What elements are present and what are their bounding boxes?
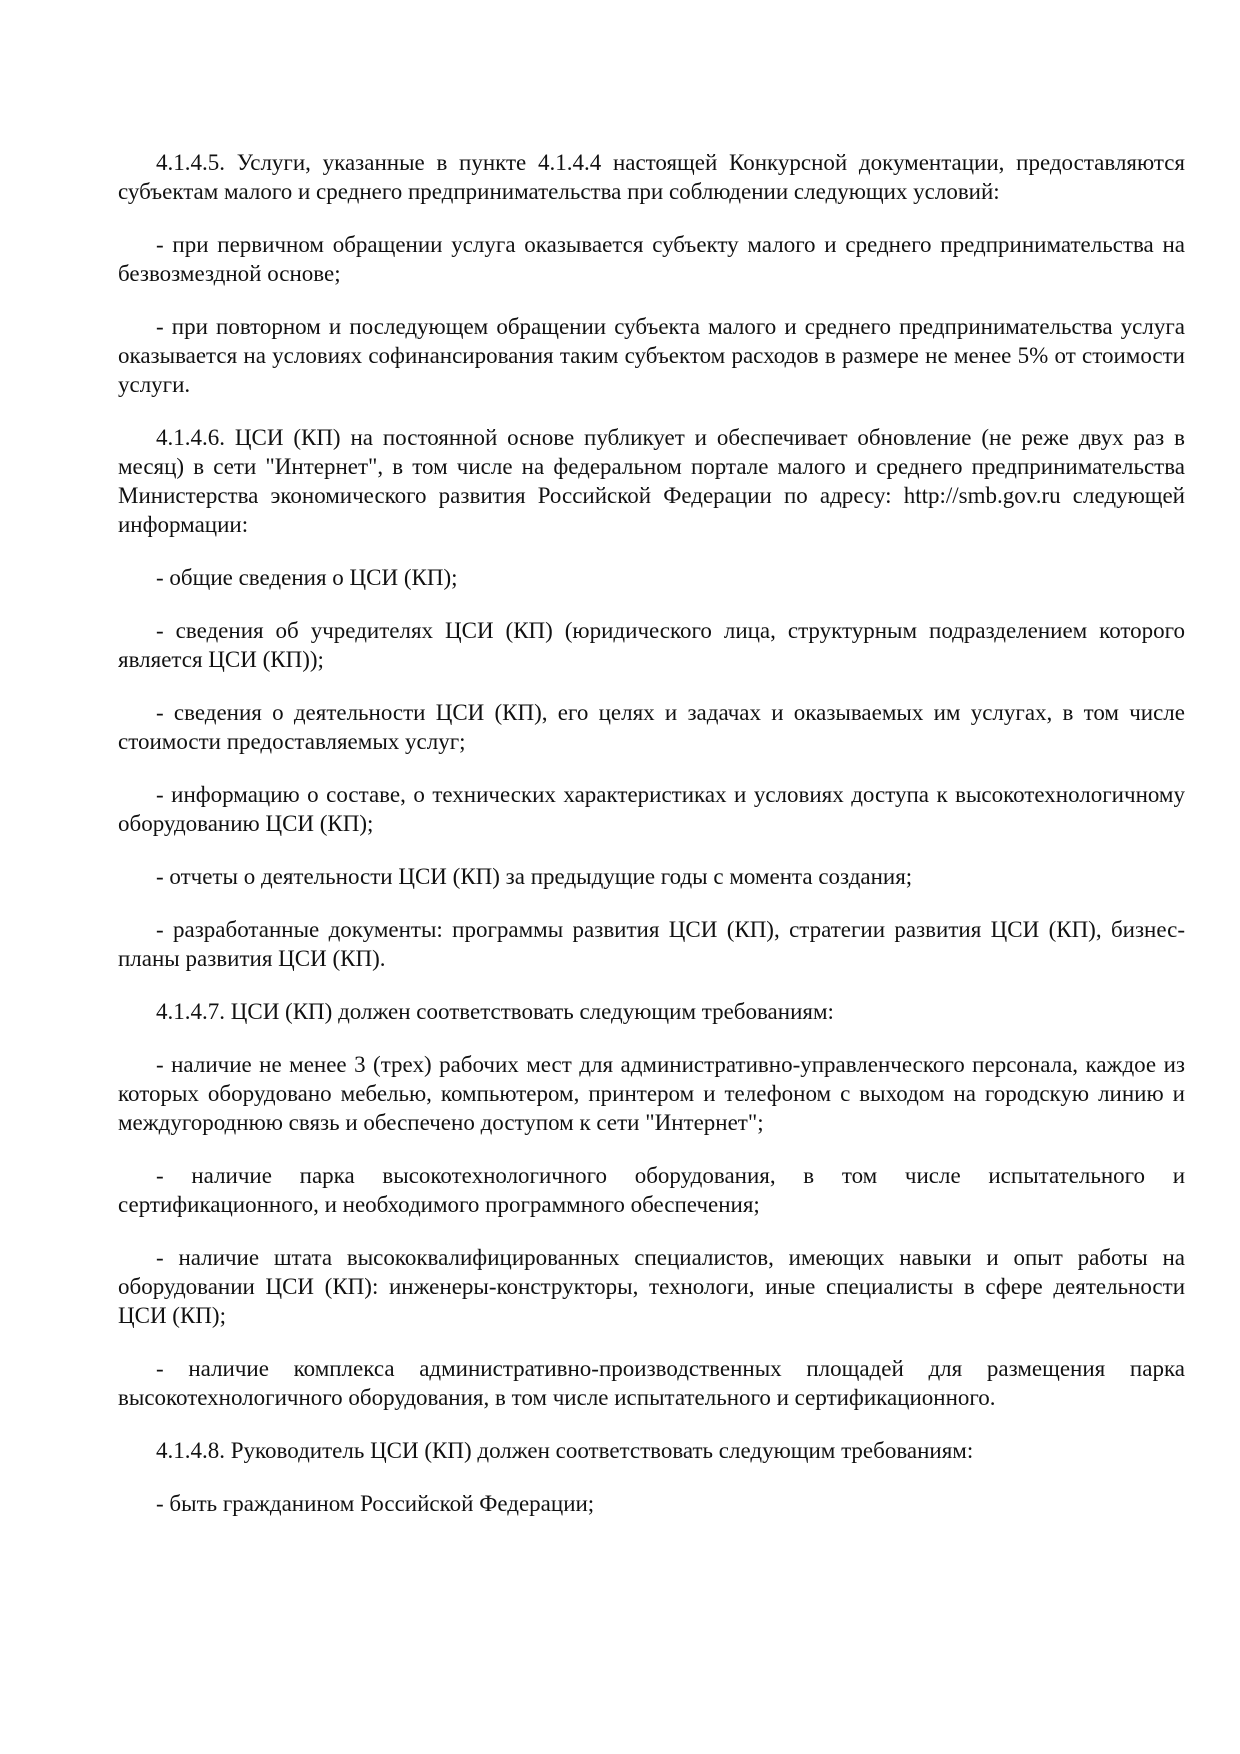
list-item-citizenship: - быть гражданином Российской Федерации; (156, 1491, 595, 1516)
list-item-equipment-park: - наличие парка высокотехнологичного оборудования, в том числе испытательного и сертификационного, и необходимого программного обеспечения; (118, 1163, 1185, 1217)
list-item-documents: - разработанные документы: программы развития ЦСИ (КП), стратегии развития ЦСИ (КП), бизнес-планы развития ЦСИ (КП). (118, 917, 1185, 971)
list-item-founders: - сведения об учредителях ЦСИ (КП) (юридического лица, структурным подразделением которого является ЦСИ (КП)); (118, 618, 1185, 672)
clause-4-1-4-7: 4.1.4.7. ЦСИ (КП) должен соответствовать следующим требованиям: (156, 999, 834, 1024)
list-item-reports: - отчеты о деятельности ЦСИ (КП) за предыдущие годы с момента создания; (156, 864, 913, 889)
list-item-premises: - наличие комплекса административно-производственных площадей для размещения парка высокотехнологичного оборудования, в том числе испытательного и сертификационного. (118, 1356, 1185, 1410)
list-item-equipment-info: - информацию о составе, о технических характеристиках и условиях доступа к высокотехнологичному оборудованию ЦСИ (КП); (118, 782, 1185, 836)
list-item-activity: - сведения о деятельности ЦСИ (КП), его целях и задачах и оказываемых им услугах, в том числе стоимости предоставляемых услуг; (118, 700, 1185, 754)
list-item-general-info: - общие сведения о ЦСИ (КП); (156, 565, 458, 590)
clause-4-1-4-5: 4.1.4.5. Услуги, указанные в пункте 4.1.4.4 настоящей Конкурсной документации, предоставляются субъектам малого и среднего предпринимательства при соблюдении следующих условий: (118, 150, 1185, 204)
clause-4-1-4-6: 4.1.4.6. ЦСИ (КП) на постоянной основе публикует и обеспечивает обновление (не реже двух раз в месяц) в сети "Интернет", в том числе на федеральном портале малого и среднего предпринимательства Министерства экономического развития Российской Федерации по адресу: http://smb.gov.ru следующей информации: (118, 425, 1185, 537)
clause-4-1-4-8: 4.1.4.8. Руководитель ЦСИ (КП) должен соответствовать следующим требованиям: (156, 1438, 974, 1463)
list-item-repeat-request: - при повторном и последующем обращении субъекта малого и среднего предпринимательства услуга оказывается на условиях софинансирования таким субъектом расходов в размере не менее 5% от стоимости услуги. (118, 314, 1185, 397)
list-item-first-request: - при первичном обращении услуга оказывается субъекту малого и среднего предпринимательства на безвозмездной основе; (118, 232, 1185, 286)
list-item-workplaces: - наличие не менее 3 (трех) рабочих мест для административно-управленческого персонала, каждое из которых оборудовано мебелью, компьютером, принтером и телефоном с выходом на городскую линию и междугороднюю связь и обеспечено доступом к сети "Интернет"; (118, 1052, 1185, 1135)
list-item-staff: - наличие штата высококвалифицированных специалистов, имеющих навыки и опыт работы на оборудовании ЦСИ (КП): инженеры-конструкторы, технологи, иные специалисты в сфере деятельности ЦСИ (КП); (118, 1245, 1185, 1328)
